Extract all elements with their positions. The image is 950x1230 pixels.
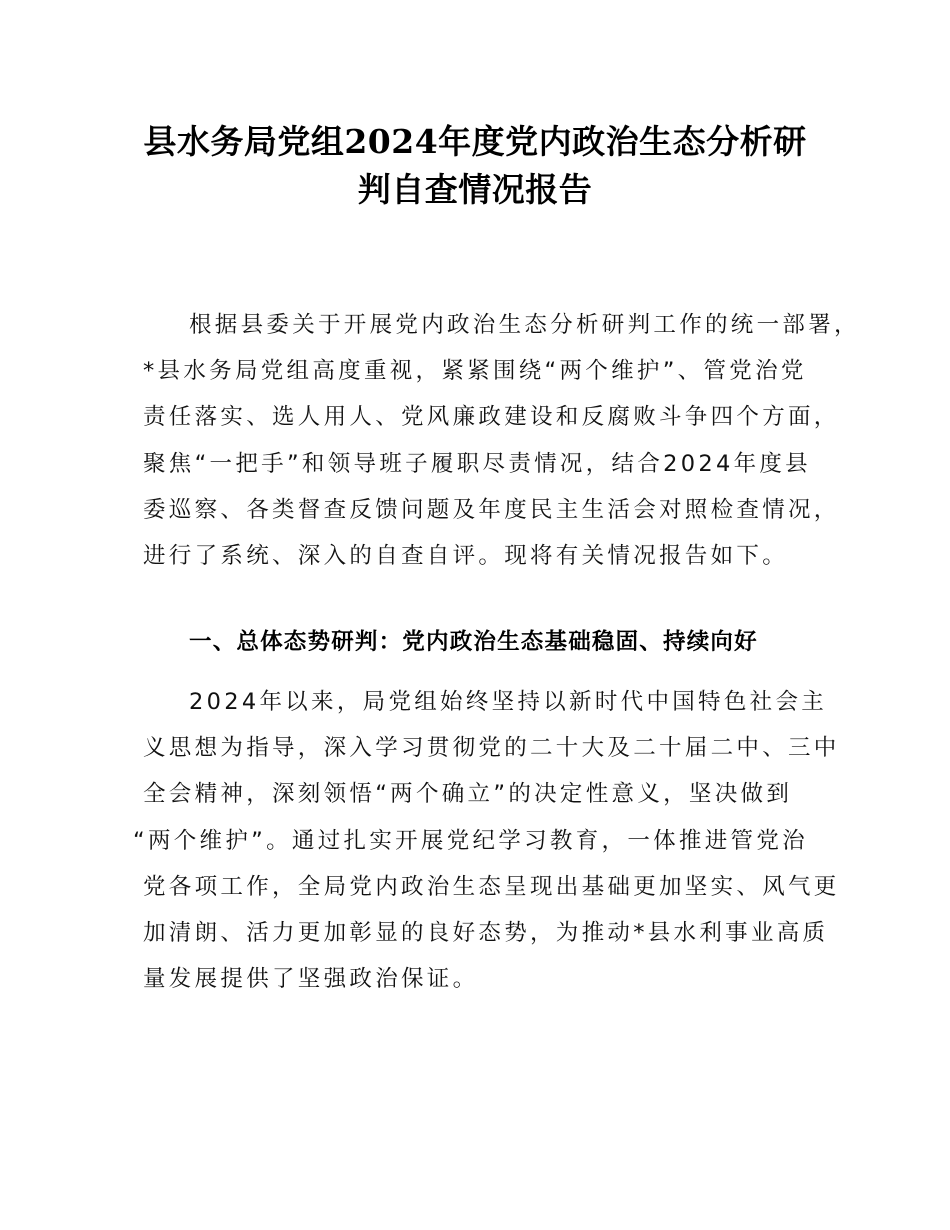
- intro-line-5: 委巡察、各类督查反馈问题及年度民主生活会对照检查情况，: [143, 497, 840, 523]
- intro-line-1: 根据县委关于开展党内政治生态分析研判工作的统一部署，: [189, 312, 860, 338]
- intro-line-3: 责任落实、选人用人、党风廉政建设和反腐败斗争四个方面，: [143, 404, 840, 430]
- document-title-line-2: 判自查情况报告: [357, 170, 593, 209]
- intro-line-2: *县水务局党组高度重视，紧紧围绕“两个维护”、管党治党: [143, 358, 807, 384]
- section-1-heading: 一、总体态势研判：党内政治生态基础稳固、持续向好: [189, 629, 758, 655]
- section-1-line-1: 2024年以来，局党组始终坚持以新时代中国特色社会主: [189, 689, 828, 715]
- section-1-line-7: 量发展提供了坚强政治保证。: [143, 966, 479, 992]
- section-1-line-5: 党各项工作，全局党内政治生态呈现出基础更加坚实、风气更: [143, 874, 840, 900]
- document-title-line-1: 县水务局党组2024年度党内政治生态分析研: [143, 122, 807, 161]
- section-1-line-2: 义思想为指导，深入学习贯彻党的二十大及二十届二中、三中: [143, 735, 840, 761]
- section-1-line-4: “两个维护”。通过扎实开展党纪学习教育，一体推进管党治: [133, 828, 808, 854]
- intro-line-4: 聚焦“一把手”和领导班子履职尽责情况，结合2024年度县: [143, 451, 811, 477]
- section-1-line-3: 全会精神，深刻领悟“两个确立”的决定性意义，坚决做到: [143, 781, 793, 807]
- intro-line-6: 进行了系统、深入的自查自评。现将有关情况报告如下。: [143, 543, 789, 569]
- section-1-line-6: 加清朗、活力更加彰显的良好态势，为推动*县水利事业高质: [143, 920, 829, 946]
